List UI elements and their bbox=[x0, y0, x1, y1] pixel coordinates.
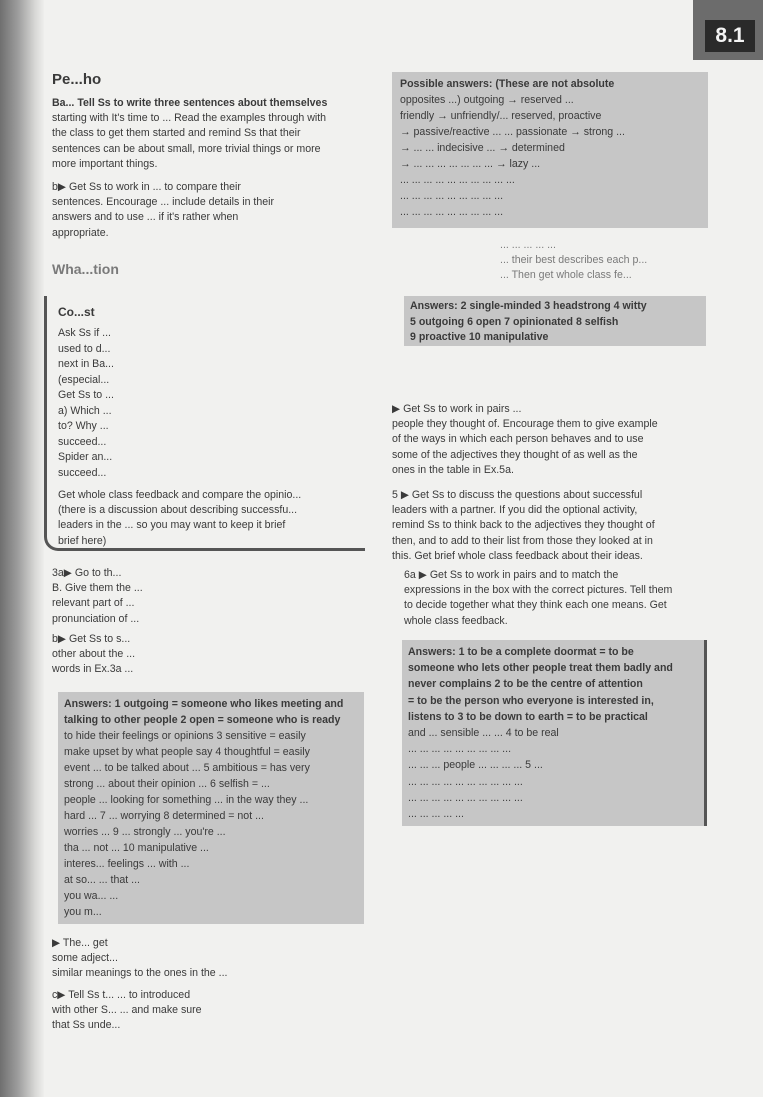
section-heading: Pe...ho bbox=[52, 71, 102, 88]
section-heading-2: Wha...tion bbox=[52, 261, 119, 277]
paragraph-1: Ba... Tell Ss to write three sentences about themselves starting with It's time to ... Read the examples through with the class to get them started and remind Ss that their sentences can be about small, more trivial things or more more important things. bbox=[52, 97, 328, 170]
answers-box-3-edge bbox=[704, 640, 707, 826]
possible-answers-text: Possible answers: (These are not absolute opposites ...) outgoing → reserved ... friendly → unfriendly/... reserved, proactive → passive/reactive ... ... passionate → strong ... → ... ... indecisive ... → determined → ... ... ... ... ... ... ... → lazy ... ... ... ... ... ... ... ... ... ... ... ... ... ... ... ... ... ... ... ... ... ... ... ... ... ... ... ... ... bbox=[400, 78, 625, 218]
page-number-badge: 8.1 bbox=[705, 20, 755, 52]
paragraph-6: c▶ Tell Ss t... ... to introduced with other S... ... and make sure that Ss unde... bbox=[52, 989, 202, 1032]
paragraph-7: ▶ Get Ss to work in pairs ... people they thought of. Encourage them to give example of the ways in which each person behaves and to use some of the adjectives they thought of as well as the ones in the table in Ex.5a. bbox=[392, 403, 658, 476]
paragraph-8: 5 ▶ Get Ss to discuss the questions about successful leaders with a partner. If you did the optional activity, remind Ss to think back to the adjectives they thought of then, and to add to their list from those they looked at in this. Get brief whole class feedback about their ideas. bbox=[392, 489, 655, 562]
paragraph-4: b▶ Get Ss to s... other about the ... words in Ex.3a ... bbox=[52, 633, 136, 676]
card-title: Co...st bbox=[58, 305, 95, 319]
card-body: Ask Ss if ... used to d... next in Ba... (especial... Get Ss to ... a) Which ... to? Why ... succeed... Spider an... succeed... bbox=[58, 327, 114, 479]
answers-box-3-text: Answers: 1 to be a complete doormat = to be someone who lets other people treat them badly and never complains 2 to be the centre of attention = to be the person who everyone is interested in, listens to 3 to be down to earth = to be practical and ... sensible ... ... 4 to be real ... ... ... ... ... ... ... ... ... ... ... ... people ... ... ... ... 5 ... ... ... ... ... ... ... ... ... ... ... ... ... ... ... ... ... ... ... ... ... ... ... ... ... ... bbox=[408, 646, 673, 821]
paragraph-3: 3a▶ Go to th... B. Give them the ... relevant part of ... pronunciation of ... bbox=[52, 567, 143, 625]
answer-box-left-text: Answers: 1 outgoing = someone who likes meeting and talking to other people 2 open = someone who is ready to hide their feelings or opinions 3 sensitive = easily make upset by what people say 4 thoughtful = easily event ... to be talked about ... 5 ambitious = has very strong ... about their opinion ... 6 selfish = ... people ... looking for something ... in the way they ... hard ... 7 ... worrying 8 determined = not ... worries ... 9 ... strongly ... you're ... tha ... not ... 10 manipulative ... interes... feelings ... with ... at so... ... that ... you wa... ... you m... bbox=[64, 698, 344, 918]
paragraph-5: ▶ The... get some adject... similar meanings to the ones in the ... bbox=[52, 937, 228, 980]
card-tail: Get whole class feedback and compare the opinio... (there is a discussion about describing successfu... leaders in the ... so you may want to keep it brief brief here) bbox=[58, 489, 302, 547]
paragraph-9: 6a ▶ Get Ss to work in pairs and to match the expressions in the box with the correct pictures. Tell them to decide together what they think each one means. Get whole class feedback. bbox=[404, 569, 673, 627]
under-box-text: ... ... ... ... ... ... their best describes each p... ... Then get whole class fe... bbox=[500, 239, 648, 282]
book-spine-shadow bbox=[0, 0, 44, 1097]
paragraph-2: b▶ Get Ss to work in ... to compare their sentences. Encourage ... include details in their answers and to use ... if it's rather when appropriate. bbox=[52, 181, 275, 239]
answers-box-2-text: Answers: 2 single-minded 3 headstrong 4 witty 5 outgoing 6 open 7 opinionated 8 selfish 9 proactive 10 manipulative bbox=[410, 300, 647, 343]
